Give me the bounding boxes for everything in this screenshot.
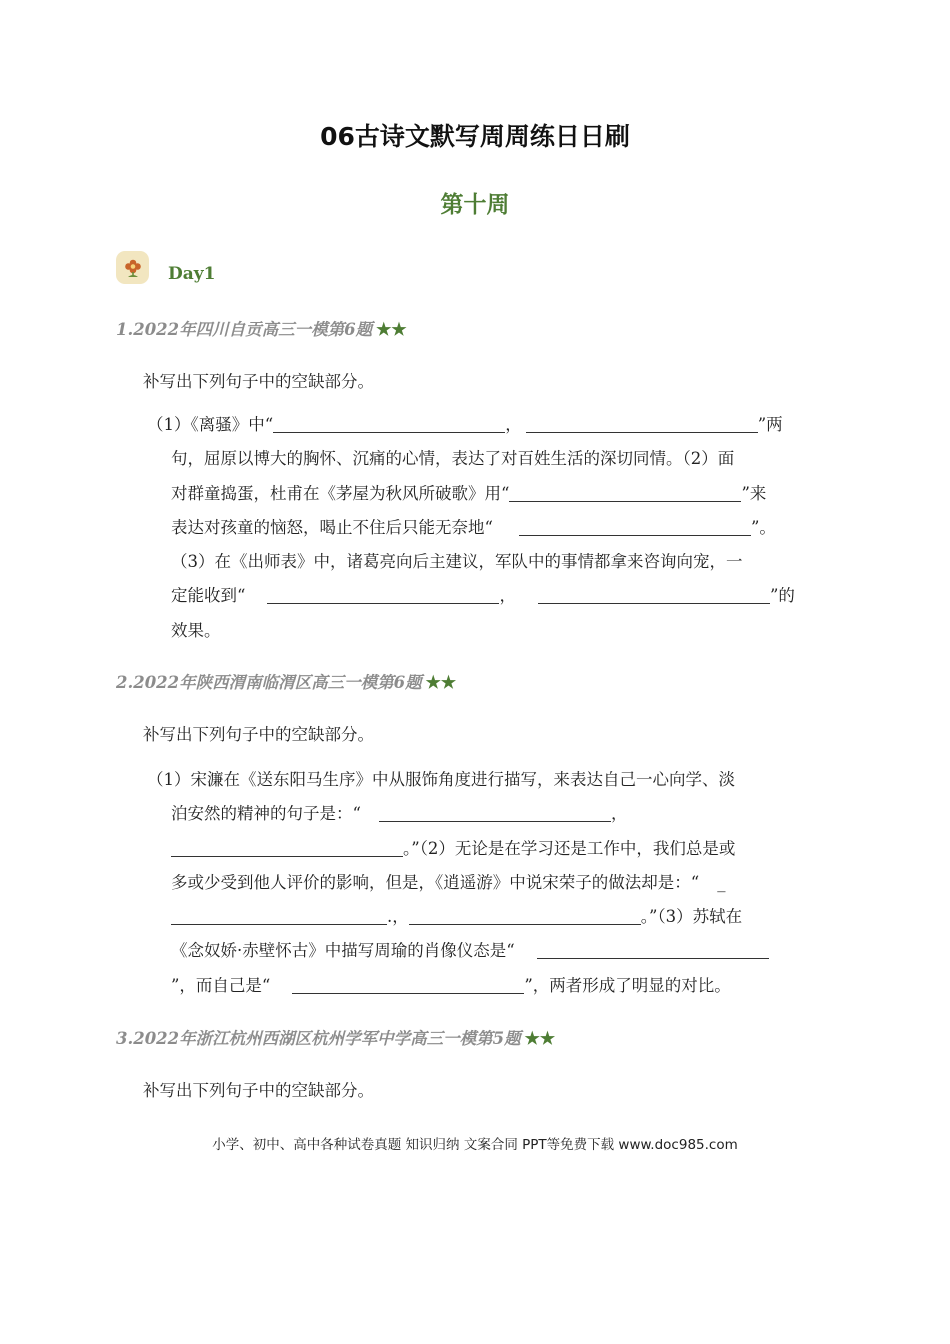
day-label: Day1 [168, 264, 216, 284]
answer-blank[interactable] [519, 518, 751, 536]
difficulty-stars: ★★ [524, 1029, 556, 1049]
text-line: 对群童捣蛋，杜甫在《茅屋为秋风所破歌》用“ ”来 [171, 483, 767, 503]
text-line: （1）《离骚》中“ ， ”两 [147, 415, 783, 434]
text-line: 多或少受到他人评价的影响，但是，《逍遥游》中说宋荣子的做法却是：“ _ [171, 872, 726, 892]
answer-blank[interactable] [409, 908, 641, 926]
text-line: （1）宋濂在《送东阳马生序》中从服饰角度进行描写，来表达自己一心向学、淡 [147, 770, 735, 789]
text-line: 《念奴娇·赤壁怀古》中描写周瑜的肖像仪态是“ [147, 934, 837, 968]
text-line: 表达对孩童的恼怒，喝止不住后只能无奈地“ ”。 [171, 517, 776, 537]
question-2-body [147, 763, 837, 1003]
question-header-text: 1.2022年四川自贡高三一模第6题 [116, 320, 373, 339]
answer-blank[interactable] [537, 942, 769, 960]
difficulty-stars: ★★ [425, 673, 457, 693]
answer-blank[interactable] [171, 908, 387, 926]
answer-blank[interactable] [526, 416, 758, 434]
answer-blank[interactable] [379, 805, 611, 823]
question-2-instruction: 补写出下列句子中的空缺部分。 [143, 725, 374, 744]
page-footer: 小学、初中、高中各种试卷真题 知识归纳 文案合同 PPT等免费下载 www.doc985.com [212, 1137, 738, 1153]
question-1-instruction: 补写出下列句子中的空缺部分。 [143, 372, 374, 391]
answer-blank[interactable] [292, 976, 524, 994]
question-3-instruction: 补写出下列句子中的空缺部分。 [143, 1081, 374, 1100]
difficulty-stars: ★★ [376, 320, 407, 340]
answer-blank[interactable] [267, 587, 499, 605]
text-line: 泊安然的精神的句子是：“ ， [171, 804, 628, 824]
text-line: .， 。”（3）苏轼在 [147, 900, 837, 934]
text-line: ”，而自己是“ ”，两者形成了明显的对比。 [171, 975, 731, 995]
question-1-body [147, 408, 837, 648]
text-line: 句，屈原以博大的胸怀、沉痛的心情，表达了对百姓生活的深切同情。（2）面 [171, 449, 735, 469]
question-1-header [116, 316, 407, 340]
text-line: 定能收到“ ， ”的 [171, 586, 795, 606]
answer-blank[interactable] [171, 839, 403, 857]
question-3-header [116, 1025, 555, 1049]
text-line: 。”（2）无论是在学习还是工作中，我们总是或 [147, 832, 837, 866]
answer-blank[interactable] [538, 587, 770, 605]
week-title: 第十周 [440, 192, 510, 218]
document-title: 06古诗文默写周周练日日刷 [320, 122, 630, 151]
question-header-text: 3.2022年浙江杭州西湖区杭州学军中学高三一模第5题 [116, 1029, 521, 1048]
answer-blank[interactable] [509, 484, 741, 502]
question-2-header [116, 669, 456, 693]
text-line: 效果。 [171, 620, 221, 640]
flower-badge-icon [116, 251, 149, 284]
text-line: （3）在《出师表》中，诸葛亮向后主建议，军队中的事情都拿来咨询向宠，一 [171, 552, 743, 572]
answer-blank[interactable] [273, 416, 505, 434]
question-header-text: 2.2022年陕西渭南临渭区高三一模第6题 [116, 673, 422, 692]
